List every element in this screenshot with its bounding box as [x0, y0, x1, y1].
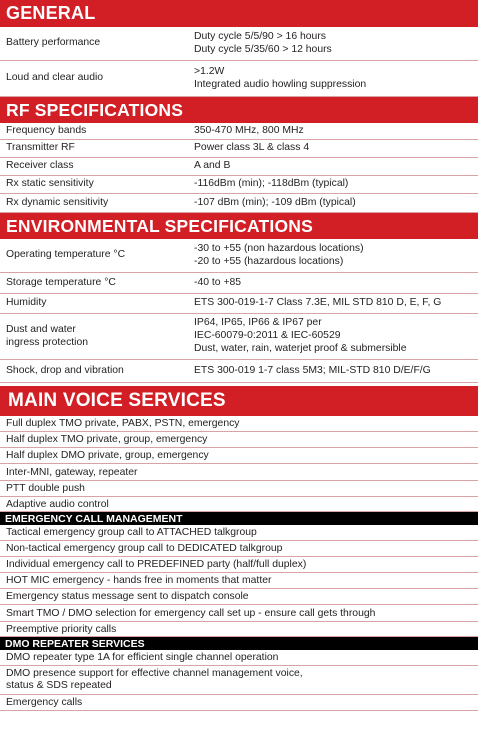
- voice-list: [0, 416, 478, 512]
- row-value: [188, 314, 478, 359]
- row-label: Operating temperature °C: [6, 249, 126, 261]
- list-item: Half duplex DMO private, group, emergency: [0, 448, 478, 464]
- table-row: [0, 123, 478, 140]
- value-line: -116dBm (min); -118dBm (typical): [194, 178, 349, 190]
- list-item: PTT double push: [0, 481, 478, 497]
- row-value: [188, 140, 478, 157]
- table-row: [0, 61, 478, 97]
- list-item: Smart TMO / DMO selection for emergency call set up - ensure call gets through: [0, 605, 478, 622]
- row-value: [188, 360, 478, 382]
- label-line: Dust and water: [6, 323, 76, 335]
- table-row: [0, 194, 478, 213]
- value-line: ETS 300-019-1-7 Class 7.3E, MIL STD 810 D, E, F, G: [194, 297, 442, 309]
- rf-table: [0, 123, 478, 213]
- subheading-emergency: EMERGENCY CALL MANAGEMENT: [0, 512, 478, 525]
- row-value: [188, 273, 478, 293]
- value-line: -40 to +85: [194, 276, 242, 288]
- list-item: Individual emergency call to PREDEFINED party (half/full duplex): [0, 557, 478, 573]
- value-line: ETS 300-019 1-7 class 5M3; MIL-STD 810 D/E/F/G: [194, 364, 431, 376]
- list-item: Inter-MNI, gateway, repeater: [0, 464, 478, 481]
- row-value: [188, 123, 478, 139]
- list-item: Tactical emergency group call to ATTACHED talkgroup: [0, 525, 478, 541]
- row-label: Rx static sensitivity: [6, 178, 94, 190]
- table-row: [0, 27, 478, 61]
- list-item: Emergency status message sent to dispatch console: [0, 589, 478, 605]
- row-label: Transmitter RF: [6, 142, 75, 154]
- section-heading-voice: MAIN VOICE SERVICES: [0, 386, 478, 416]
- list-item: Non-tactical emergency group call to DEDICATED talkgroup: [0, 541, 478, 557]
- environmental-table: [0, 239, 478, 383]
- row-label: Frequency bands: [6, 124, 87, 136]
- row-value: [188, 239, 478, 272]
- value-line: Integrated audio howling suppression: [194, 78, 367, 90]
- list-item-line: DMO presence support for effective channel management voice,: [6, 667, 303, 679]
- value-line: Dust, water, rain, waterjet proof & submersible: [194, 342, 407, 354]
- list-item: Preemptive priority calls: [0, 622, 478, 637]
- list-item-line: status & SDS repeated: [6, 680, 112, 691]
- emergency-list: [0, 525, 478, 637]
- row-label: Loud and clear audio: [6, 72, 104, 84]
- row-value: [188, 194, 478, 212]
- value-line: Duty cycle 5/5/90 > 16 hours: [194, 30, 326, 42]
- section-heading-environmental: ENVIRONMENTAL SPECIFICATIONS: [0, 213, 478, 239]
- value-line: 350-470 MHz, 800 MHz: [194, 124, 304, 136]
- value-line: IP64, IP65, IP66 & IP67 per: [194, 317, 322, 329]
- value-line: IEC-60079-0:2011 & IEC-60529: [194, 330, 341, 342]
- row-label: Battery performance: [6, 37, 101, 49]
- row-label: Receiver class: [6, 160, 74, 172]
- list-item: [0, 666, 478, 695]
- list-item: HOT MIC emergency - hands free in moments that matter: [0, 573, 478, 589]
- list-item: Emergency calls: [0, 695, 478, 711]
- value-line: Power class 3L & class 4: [194, 142, 310, 154]
- value-line: Duty cycle 5/35/60 > 12 hours: [194, 43, 332, 55]
- list-item: DMO repeater type 1A for efficient single channel operation: [0, 650, 478, 666]
- table-row: [0, 158, 478, 176]
- table-row: [0, 360, 478, 383]
- list-item: Half duplex TMO private, group, emergency: [0, 432, 478, 448]
- table-row: [0, 239, 478, 273]
- general-table: [0, 27, 478, 97]
- table-row: [0, 273, 478, 294]
- table-row: [0, 140, 478, 158]
- value-line: -20 to +55 (hazardous locations): [194, 255, 344, 267]
- section-heading-general: GENERAL: [0, 0, 478, 27]
- label-line: ingress protection: [6, 336, 89, 348]
- row-label: Shock, drop and vibration: [6, 364, 124, 376]
- value-line: >1.2W: [194, 65, 225, 77]
- dmo-list: [0, 650, 478, 711]
- row-value: [188, 61, 478, 96]
- row-label: Storage temperature °C: [6, 276, 116, 288]
- row-label: [0, 314, 188, 359]
- row-value: [188, 294, 478, 313]
- list-item: Full duplex TMO private, PABX, PSTN, emergency: [0, 416, 478, 432]
- value-line: A and B: [194, 160, 231, 172]
- row-label: Humidity: [6, 297, 47, 309]
- section-heading-rf: RF SPECIFICATIONS: [0, 97, 478, 123]
- subheading-dmo: DMO REPEATER SERVICES: [0, 637, 478, 650]
- table-row: [0, 176, 478, 194]
- value-line: -30 to +55 (non hazardous locations): [194, 242, 364, 254]
- row-label: Rx dynamic sensitivity: [6, 196, 109, 208]
- row-value: [188, 158, 478, 175]
- table-row: [0, 314, 478, 360]
- table-row: [0, 294, 478, 314]
- value-line: -107 dBm (min); -109 dBm (typical): [194, 196, 356, 208]
- list-item: Adaptive audio control: [0, 497, 478, 512]
- row-value: [188, 27, 478, 60]
- row-value: [188, 176, 478, 193]
